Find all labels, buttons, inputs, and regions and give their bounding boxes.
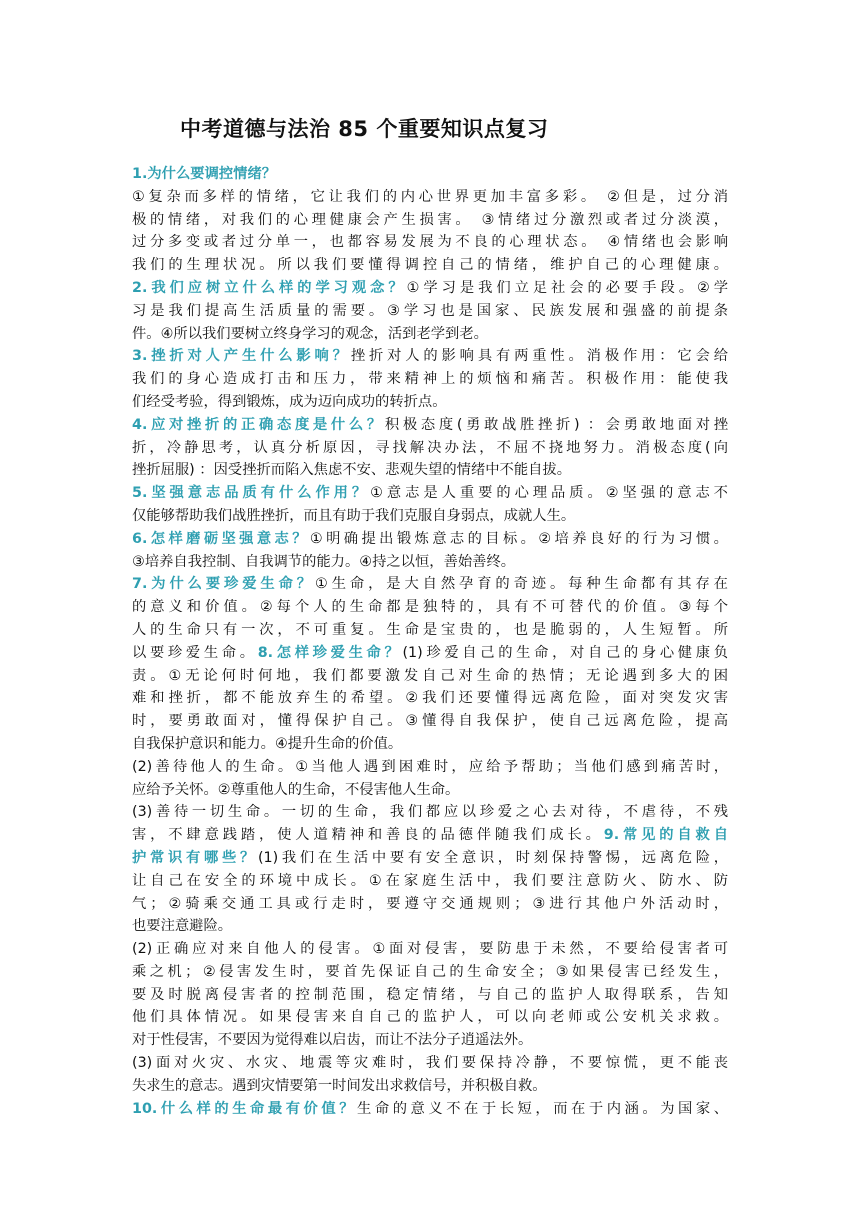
question-heading: 3.挫折对人产生什么影响？: [132, 348, 351, 365]
text-line: [132, 1052, 728, 1075]
text-line: [132, 231, 728, 254]
answer-text: 的意义和价值。②每个人的生命都是独特的，具有不可替代的价值。③每个: [132, 599, 728, 616]
text-line: [132, 528, 728, 551]
question-heading: 5.坚强意志品质有什么作用？: [132, 485, 371, 502]
text-line: [132, 915, 728, 938]
text-line: [132, 1029, 728, 1052]
answer-text: (2)正确应对来自他人的侵害。①面对侵害，要防患于未然，不要给侵害者可: [132, 941, 728, 958]
answer-text: 我们的身心造成打击和压力，带来精神上的烦恼和痛苦。积极作用：能使我: [132, 371, 728, 388]
text-line: [132, 710, 728, 733]
answer-text: 仅能够帮助我们战胜挫折，而且有助于我们克服自身弱点，成就人生。: [132, 507, 576, 524]
answer-text: 我们的生理状况。所以我们要懂得调控自己的情绪，维护自己的心理健康。: [132, 257, 728, 274]
answer-text: 过分多变或者过分单一，也都容易发展为不良的心理状态。 ④情绪也会影响: [132, 234, 728, 251]
text-line: [132, 437, 728, 460]
question-heading: 10.什么样的生命最有价值？: [132, 1100, 358, 1117]
text-line: [132, 847, 728, 870]
text-line: [132, 779, 728, 802]
text-line: [132, 801, 728, 824]
answer-text: 责。①无论何时何地，我们都要激发自己对生命的热情；无论遇到多大的困: [132, 667, 728, 684]
text-line: [132, 163, 728, 186]
answer-text: 时，要勇敢面对，懂得保护自己。③懂得自我保护，使自己远离危险，提高: [132, 713, 728, 730]
text-line: [132, 300, 728, 323]
text-line: [132, 893, 728, 916]
answer-text: (2)善待他人的生命。①当他人遇到困难时，应给予帮助；当他们感到痛苦时，: [132, 758, 728, 775]
text-line: [132, 756, 728, 779]
answer-text: 挫折对人的影响具有两重性。消极作用：它会给: [350, 348, 728, 365]
answer-text: 折，冷静思考，认真分析原因，寻找解决办法，不屈不挠地努力。消极态度(向: [132, 439, 728, 456]
answer-text: 人的生命只有一次，不可重复。生命是宝贵的，也是脆弱的，人生短暂。所: [132, 621, 728, 638]
text-line: [132, 551, 728, 574]
answer-text: ①意志是人重要的心理品质。②坚强的意志不: [370, 485, 728, 502]
text-line: [132, 938, 728, 961]
answer-text: ①复杂而多样的情绪，它让我们的内心世界更加丰富多彩。 ②但是，过分消: [132, 188, 728, 205]
answer-text: 要及时脱离侵害者的控制范围，稳定情绪，与自己的监护人取得联系，告知: [132, 986, 728, 1003]
answer-text: 应给予关怀。②尊重他人的生命，不侵害他人生命。: [132, 781, 460, 798]
text-line: [132, 573, 728, 596]
answer-text: 也要注意避险。: [132, 918, 233, 935]
question-heading: 4.应对挫折的正确态度是什么？: [132, 416, 385, 433]
text-line: [132, 368, 728, 391]
text-line: [132, 323, 728, 346]
answer-text: 积极态度(勇敢战胜挫折) ：会勇敢地面对挫: [384, 416, 728, 433]
text-line: [132, 596, 728, 619]
question-heading: 9.常见的自救自: [603, 827, 728, 844]
text-line: [132, 186, 728, 209]
text-line: [132, 733, 728, 756]
question-heading: 1.为什么要调控情绪？: [132, 166, 277, 182]
text-line: [132, 277, 728, 300]
answer-text: (1)珍爱自己的生命，对自己的身心健康负: [402, 644, 728, 661]
answer-text: 挫折屈服) ：因受挫折而陷入焦虑不安、悲观失望的情绪中不能自拔。: [132, 462, 572, 479]
answer-text: ①学习是我们立足社会的必要手段。②学: [406, 279, 728, 296]
answer-text: 他们具体情况。如果侵害来自自己的监护人，可以向老师或公安机关求救。: [132, 1009, 728, 1026]
text-line: [132, 824, 728, 847]
document-title: 中考道德与法治 85 个重要知识点复习: [180, 117, 549, 141]
answer-text: 乘之机；②侵害发生时，要首先保证自己的生命安全；③如果侵害已经发生，: [132, 963, 728, 980]
text-line: [132, 961, 728, 984]
text-line: [132, 254, 728, 277]
text-line: [132, 459, 728, 482]
question-heading: 2.我们应树立什么样的学习观念？: [132, 279, 407, 296]
text-line: [132, 984, 728, 1007]
answer-text: 自我保护意识和能力。④提升生命的价值。: [132, 735, 403, 752]
text-line: [132, 505, 728, 528]
text-line: [132, 687, 728, 710]
answer-text: ①生命，是大自然孕育的奇迹。每种生命都有其存在: [314, 576, 728, 593]
answer-text: 以要珍爱生命。: [132, 644, 258, 661]
text-line: [132, 1098, 728, 1121]
answer-text: 极的情绪，对我们的心理健康会产生损害。 ③情绪过分激烈或者过分淡漠，: [132, 211, 728, 228]
text-line: [132, 642, 728, 665]
text-line: [132, 209, 728, 232]
answer-text: 难和挫折，都不能放弃生的希望。②我们还要懂得远离危险，面对突发灾害: [132, 690, 728, 707]
answer-text: (3)面对火灾、水灾、地震等灾难时，我们要保持冷静，不要惊慌，更不能丧: [132, 1055, 728, 1072]
answer-text: 气；②骑乘交通工具或行走时，要遵守交通规则；③进行其他户外活动时，: [132, 895, 728, 912]
text-line: [132, 665, 728, 688]
text-line: [132, 482, 728, 505]
answer-text: 件。④所以我们要树立终身学习的观念，活到老学到老。: [132, 325, 488, 342]
answer-text: ①明确提出锻炼意志的目标。②培养良好的行为习惯。: [309, 530, 728, 547]
question-heading: 护常识有哪些？: [132, 849, 258, 866]
document-body: [132, 163, 728, 1120]
answer-text: 们经受考验，得到锻炼，成为迈向成功的转折点。: [132, 393, 447, 410]
answer-text: 生命的意义不在于长短，而在于内涵。为国家、: [357, 1100, 728, 1117]
answer-text: 让自己在安全的环境中成长。①在家庭生活中，我们要注意防火、防水、防: [132, 872, 728, 889]
question-heading: 8.怎样珍爱生命？: [257, 644, 403, 661]
answer-text: 对于性侵害，不要因为觉得难以启齿，而让不法分子逍遥法外。: [132, 1032, 533, 1049]
text-line: [132, 870, 728, 893]
text-line: [132, 1006, 728, 1029]
answer-text: 失求生的意志。遇到灾情要第一时间发出求救信号，并积极自救。: [132, 1077, 547, 1094]
text-line: [132, 1075, 728, 1098]
text-line: [132, 345, 728, 368]
text-line: [132, 391, 728, 414]
answer-text: 害，不肆意践踏，使人道精神和善良的品德伴随我们成长。: [132, 827, 604, 844]
text-line: [132, 414, 728, 437]
question-heading: 6.怎样磨砺坚强意志？: [132, 530, 310, 547]
text-line: [132, 619, 728, 642]
answer-text: (1)我们在生活中要有安全意识，时刻保持警惕，远离危险，: [257, 849, 728, 866]
answer-text: 习是我们提高生活质量的需要。③学习也是国家、民族发展和强盛的前提条: [132, 302, 728, 319]
answer-text: ③培养自我控制、自我调节的能力。④持之以恒，善始善终。: [132, 553, 516, 570]
question-heading: 7.为什么要珍爱生命？: [132, 576, 315, 593]
answer-text: (3)善待一切生命。一切的生命，我们都应以珍爱之心去对待，不虐待，不残: [132, 804, 728, 821]
